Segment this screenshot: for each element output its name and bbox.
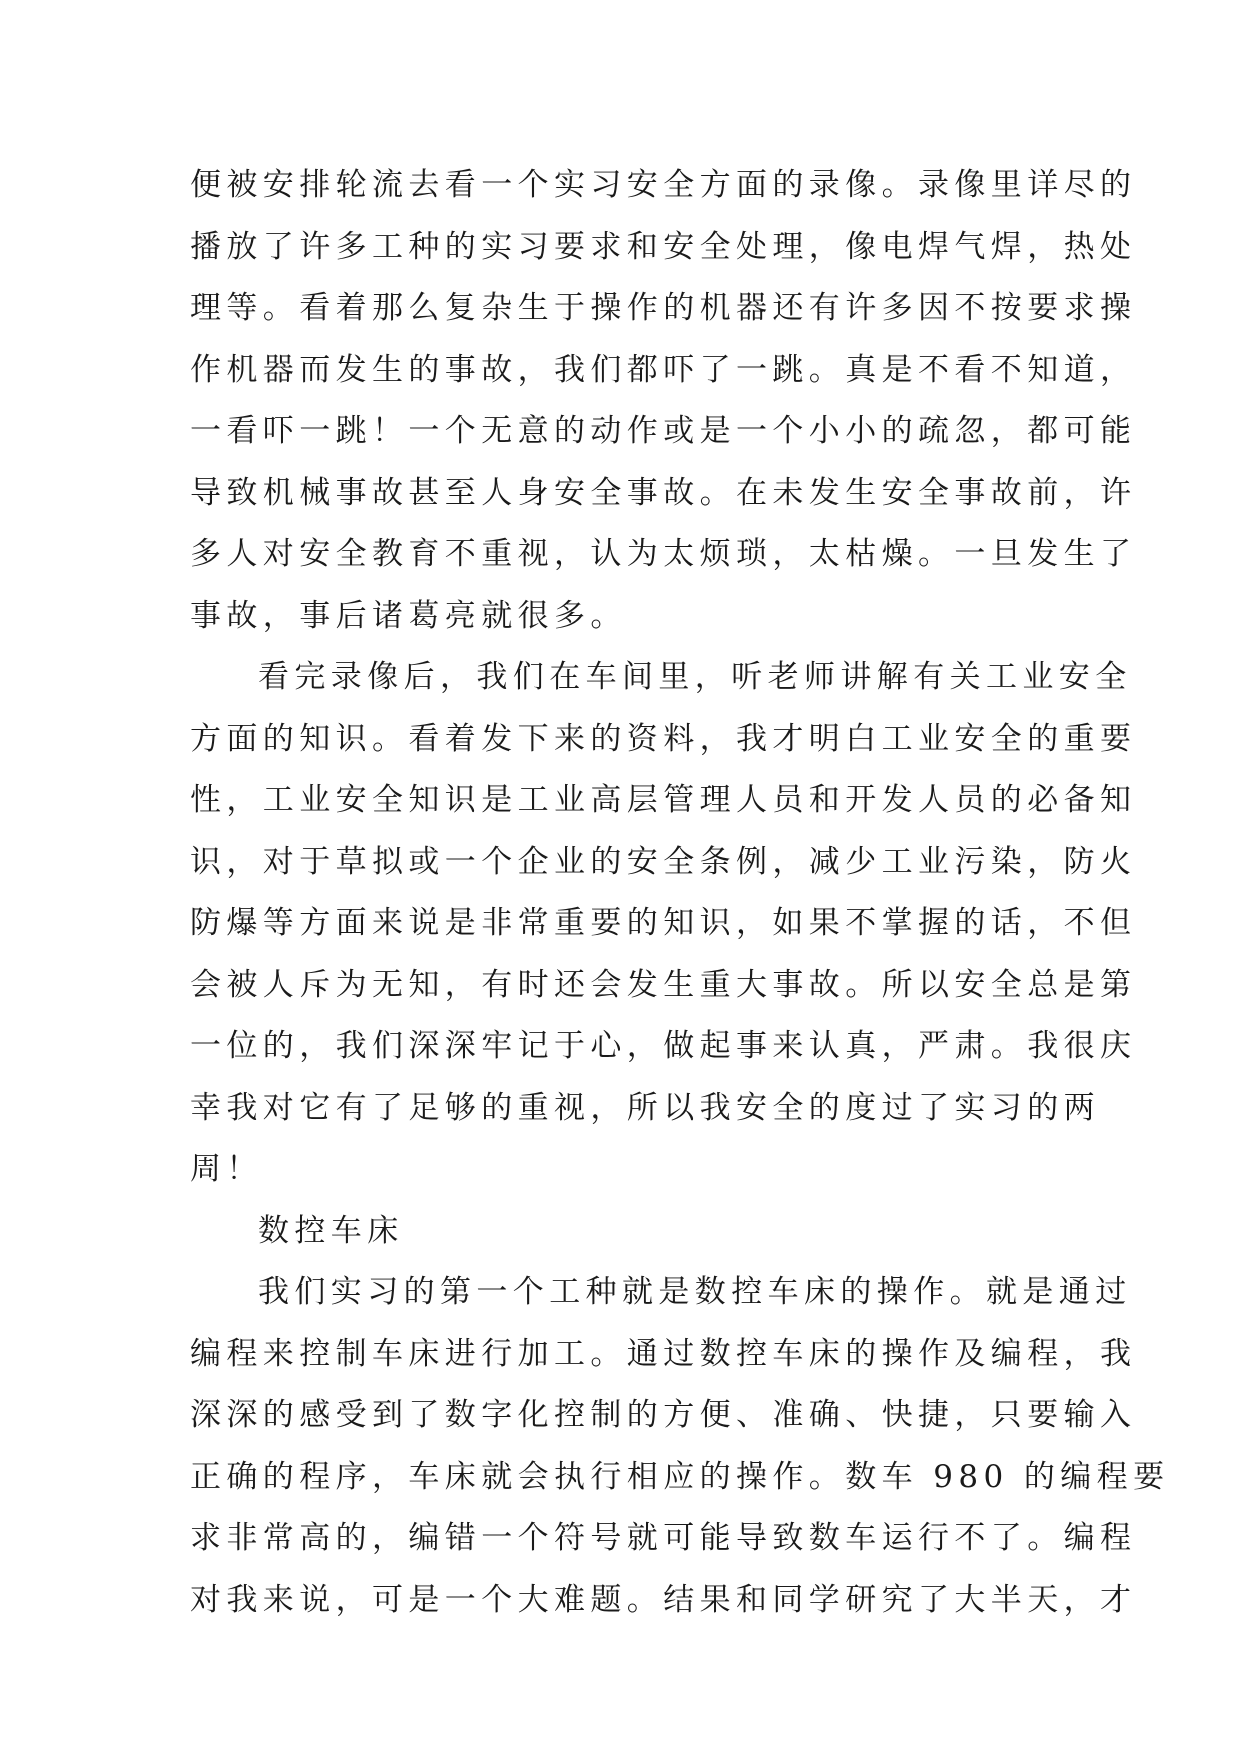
text-line: 数控车床 xyxy=(258,1212,404,1249)
text-line: 作机器而发生的事故，我们都吓了一跳。真是不看不知道， xyxy=(190,351,1137,388)
text-line: 性，工业安全知识是工业高层管理人员和开发人员的必备知 xyxy=(190,782,1137,818)
text-line: 求非常高的，编错一个符号就可能导致数车运行不了。编程 xyxy=(190,1520,1137,1556)
text-line: 多人对安全教育不重视，认为太烦琐，太枯燥。一旦发生了 xyxy=(190,536,1137,572)
text-line: 对我来说，可是一个大难题。结果和同学研究了大半天，才 xyxy=(190,1581,1137,1618)
text-line: 幸我对它有了足够的重视，所以我安全的度过了实习的两 xyxy=(190,1089,1100,1126)
text-line: 看完录像后，我们在车间里，听老师讲解有关工业安全 xyxy=(258,659,1132,695)
text-line: 深深的感受到了数字化控制的方便、准确、快捷，只要输入 xyxy=(190,1397,1137,1433)
text-line: 会被人斥为无知，有时还会发生重大事故。所以安全总是第 xyxy=(190,966,1137,1003)
text-line: 播放了许多工种的实习要求和安全处理，像电焊气焊，热处 xyxy=(190,228,1137,265)
text-line: 我们实习的第一个工种就是数控车床的操作。就是通过 xyxy=(258,1274,1132,1310)
text-line: 正确的程序，车床就会执行相应的操作。数车 980 的编程要 xyxy=(190,1458,1170,1495)
text-line: 方面的知识。看着发下来的资料，我才明白工业安全的重要 xyxy=(190,720,1137,757)
text-line: 一看吓一跳！一个无意的动作或是一个小小的疏忽，都可能 xyxy=(190,413,1137,449)
text-line: 一位的，我们深深牢记于心，做起事来认真，严肃。我很庆 xyxy=(190,1028,1137,1064)
text-line: 理等。看着那么复杂生于操作的机器还有许多因不按要求操 xyxy=(190,290,1137,326)
text-line: 编程来控制车床进行加工。通过数控车床的操作及编程，我 xyxy=(190,1335,1137,1372)
text-line: 防爆等方面来说是非常重要的知识，如果不掌握的话，不但 xyxy=(190,905,1137,941)
text-line: 导致机械事故甚至人身安全事故。在未发生安全事故前，许 xyxy=(190,474,1137,511)
body-text xyxy=(190,155,1170,1631)
text-line: 识，对于草拟或一个企业的安全条例，减少工业污染，防火 xyxy=(190,843,1137,880)
text-line: 事故，事后诸葛亮就很多。 xyxy=(190,597,627,634)
text-line: 便被安排轮流去看一个实习安全方面的录像。录像里详尽的 xyxy=(190,167,1137,203)
text-line: 周！ xyxy=(190,1151,263,1187)
